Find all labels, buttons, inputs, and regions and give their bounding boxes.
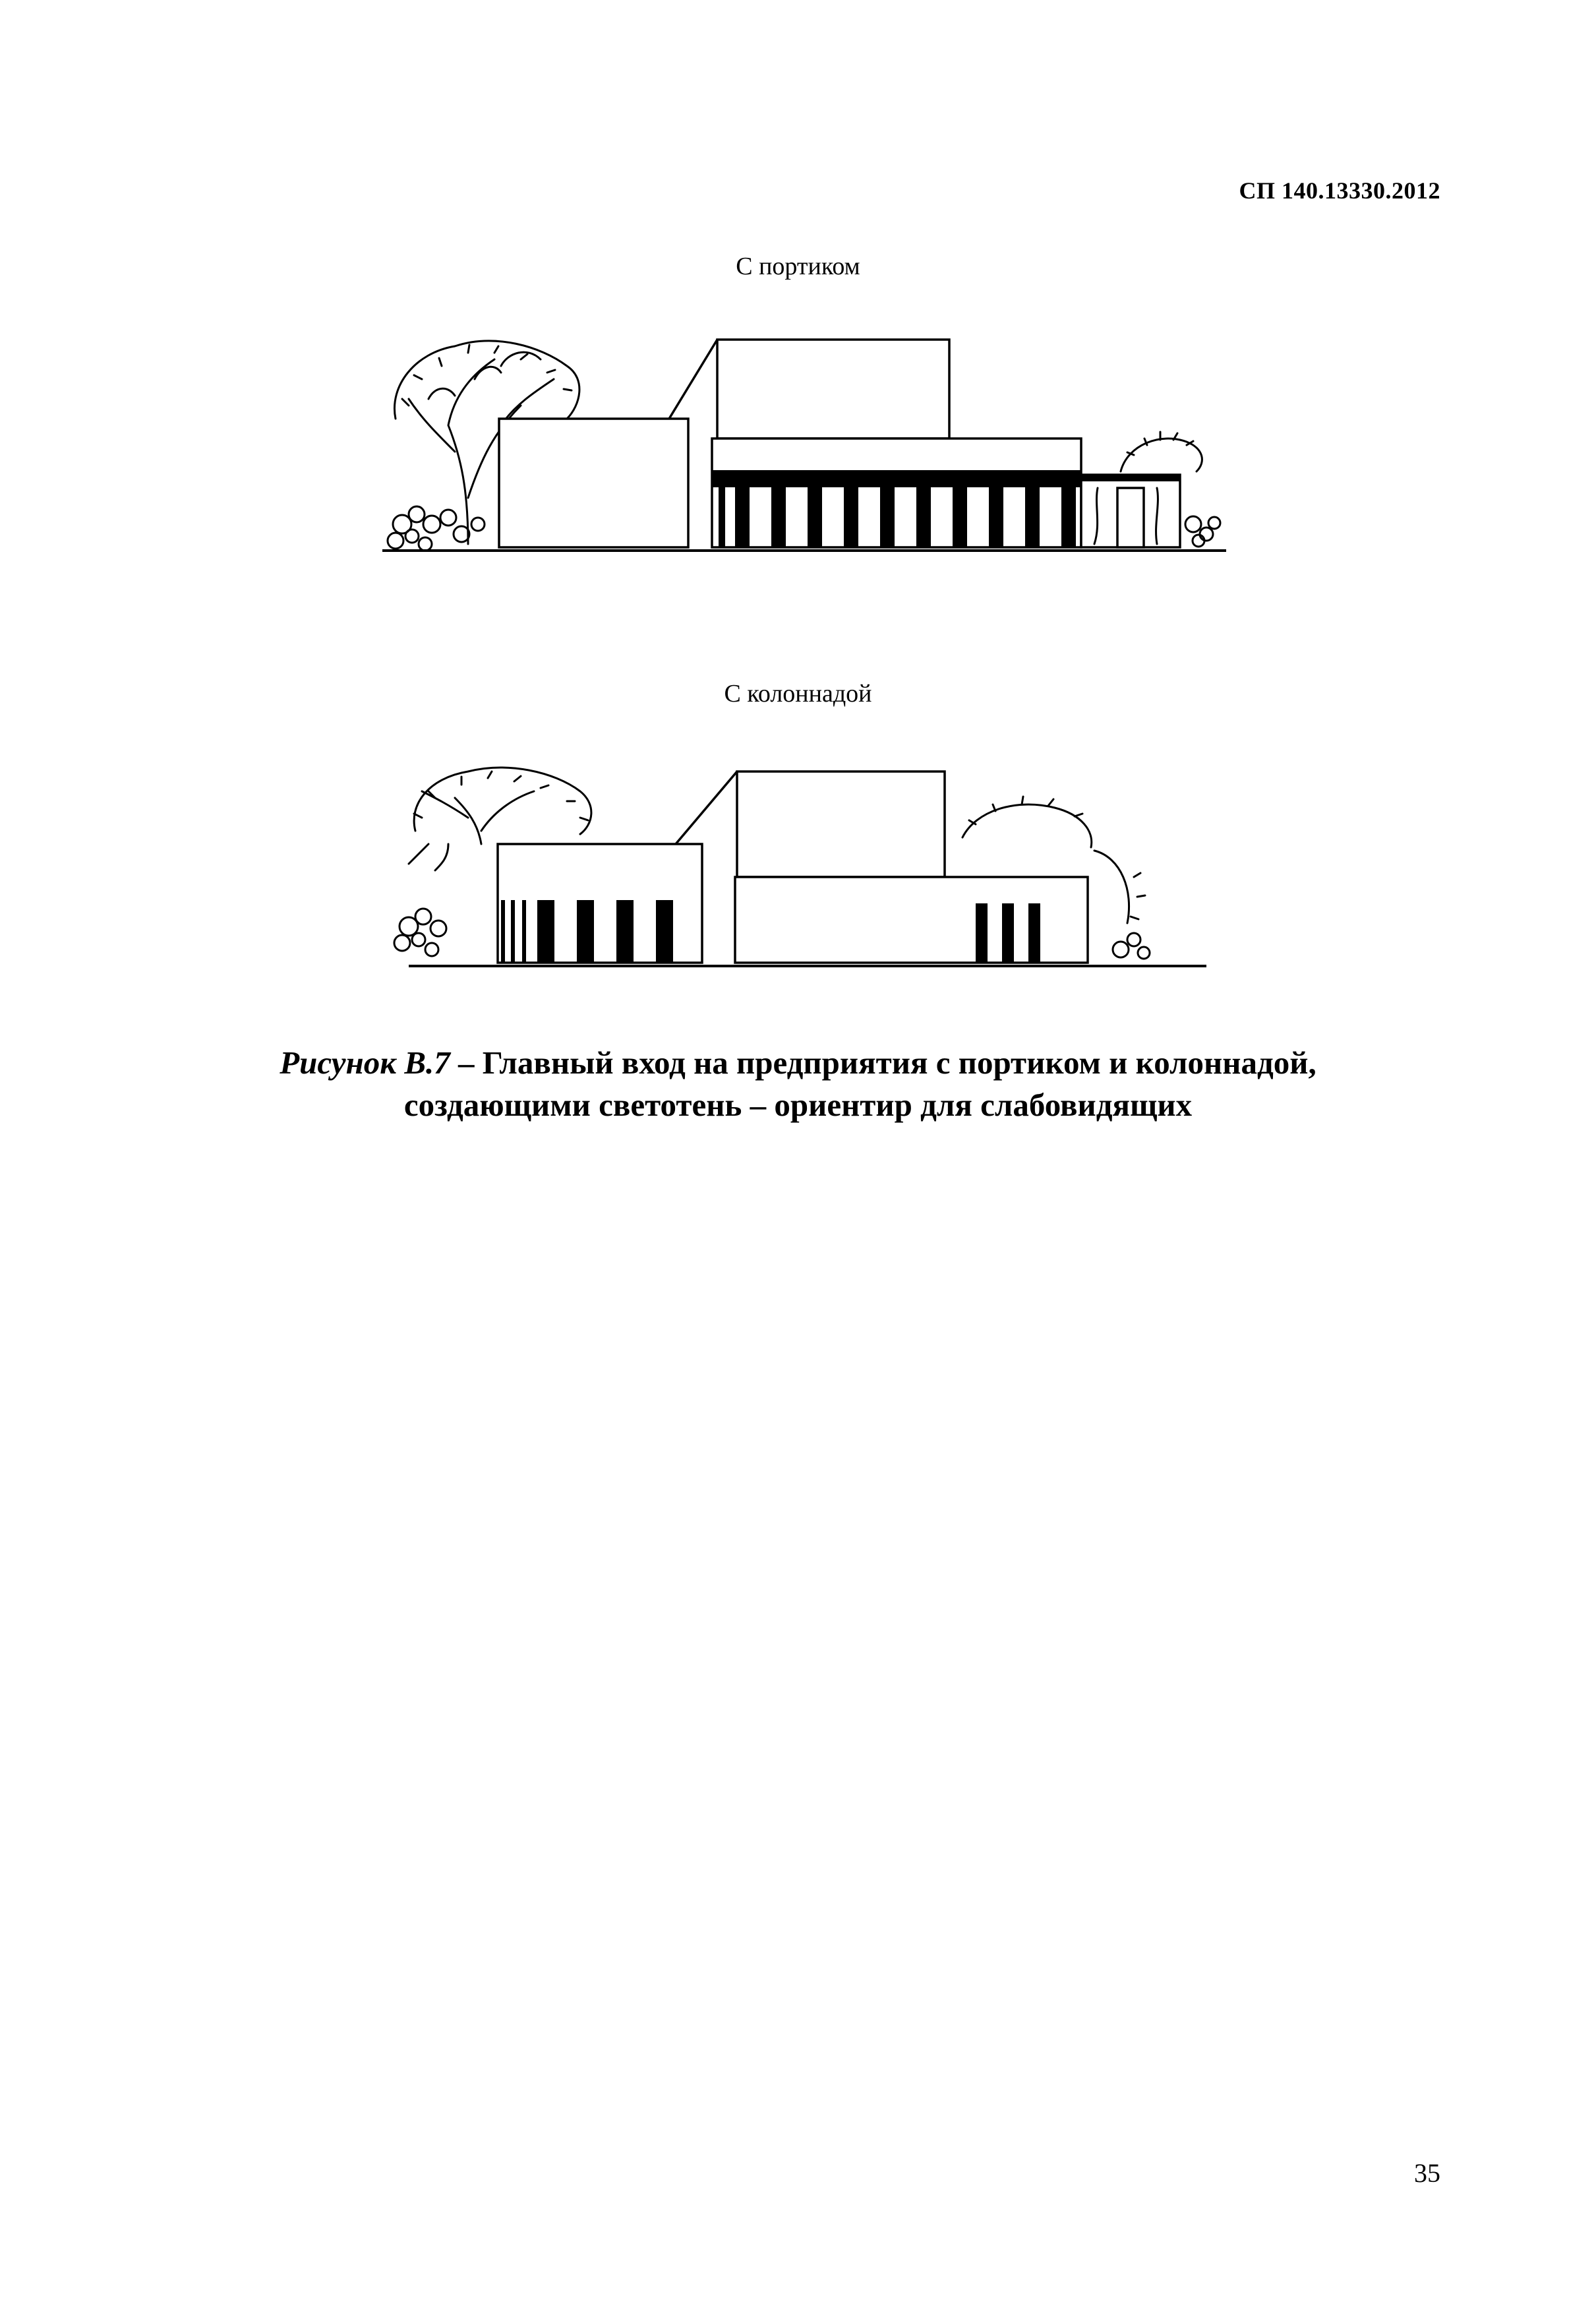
document-code: СП 140.13330.2012 <box>1239 177 1440 204</box>
figure-label-colonnade: С колоннадой <box>724 680 872 708</box>
left-block <box>499 419 688 547</box>
caption-prefix: Рисунок В.7 <box>280 1044 450 1081</box>
caption-text-2: создающими светотень – ориентир для слабовидящих <box>403 1087 1193 1123</box>
portico-building-drawing <box>369 326 1239 564</box>
tower-block <box>717 340 949 438</box>
tower-block <box>737 771 945 877</box>
bush-right-icon <box>1113 933 1150 959</box>
bush-left-icon <box>388 506 485 551</box>
caption-text-1: Главный вход на предприятия с портиком и колоннадой, <box>482 1044 1316 1081</box>
figure-label-portico: С портиком <box>736 253 860 280</box>
page-number: 35 <box>1414 2158 1440 2188</box>
bush-right-icon <box>1185 516 1220 547</box>
caption-dash: – <box>450 1044 483 1081</box>
caption-line-1 <box>0 1042 1596 1084</box>
colonnade-building-drawing <box>369 758 1239 983</box>
figure-caption <box>0 1042 1596 1126</box>
bush-left-icon <box>394 909 446 956</box>
